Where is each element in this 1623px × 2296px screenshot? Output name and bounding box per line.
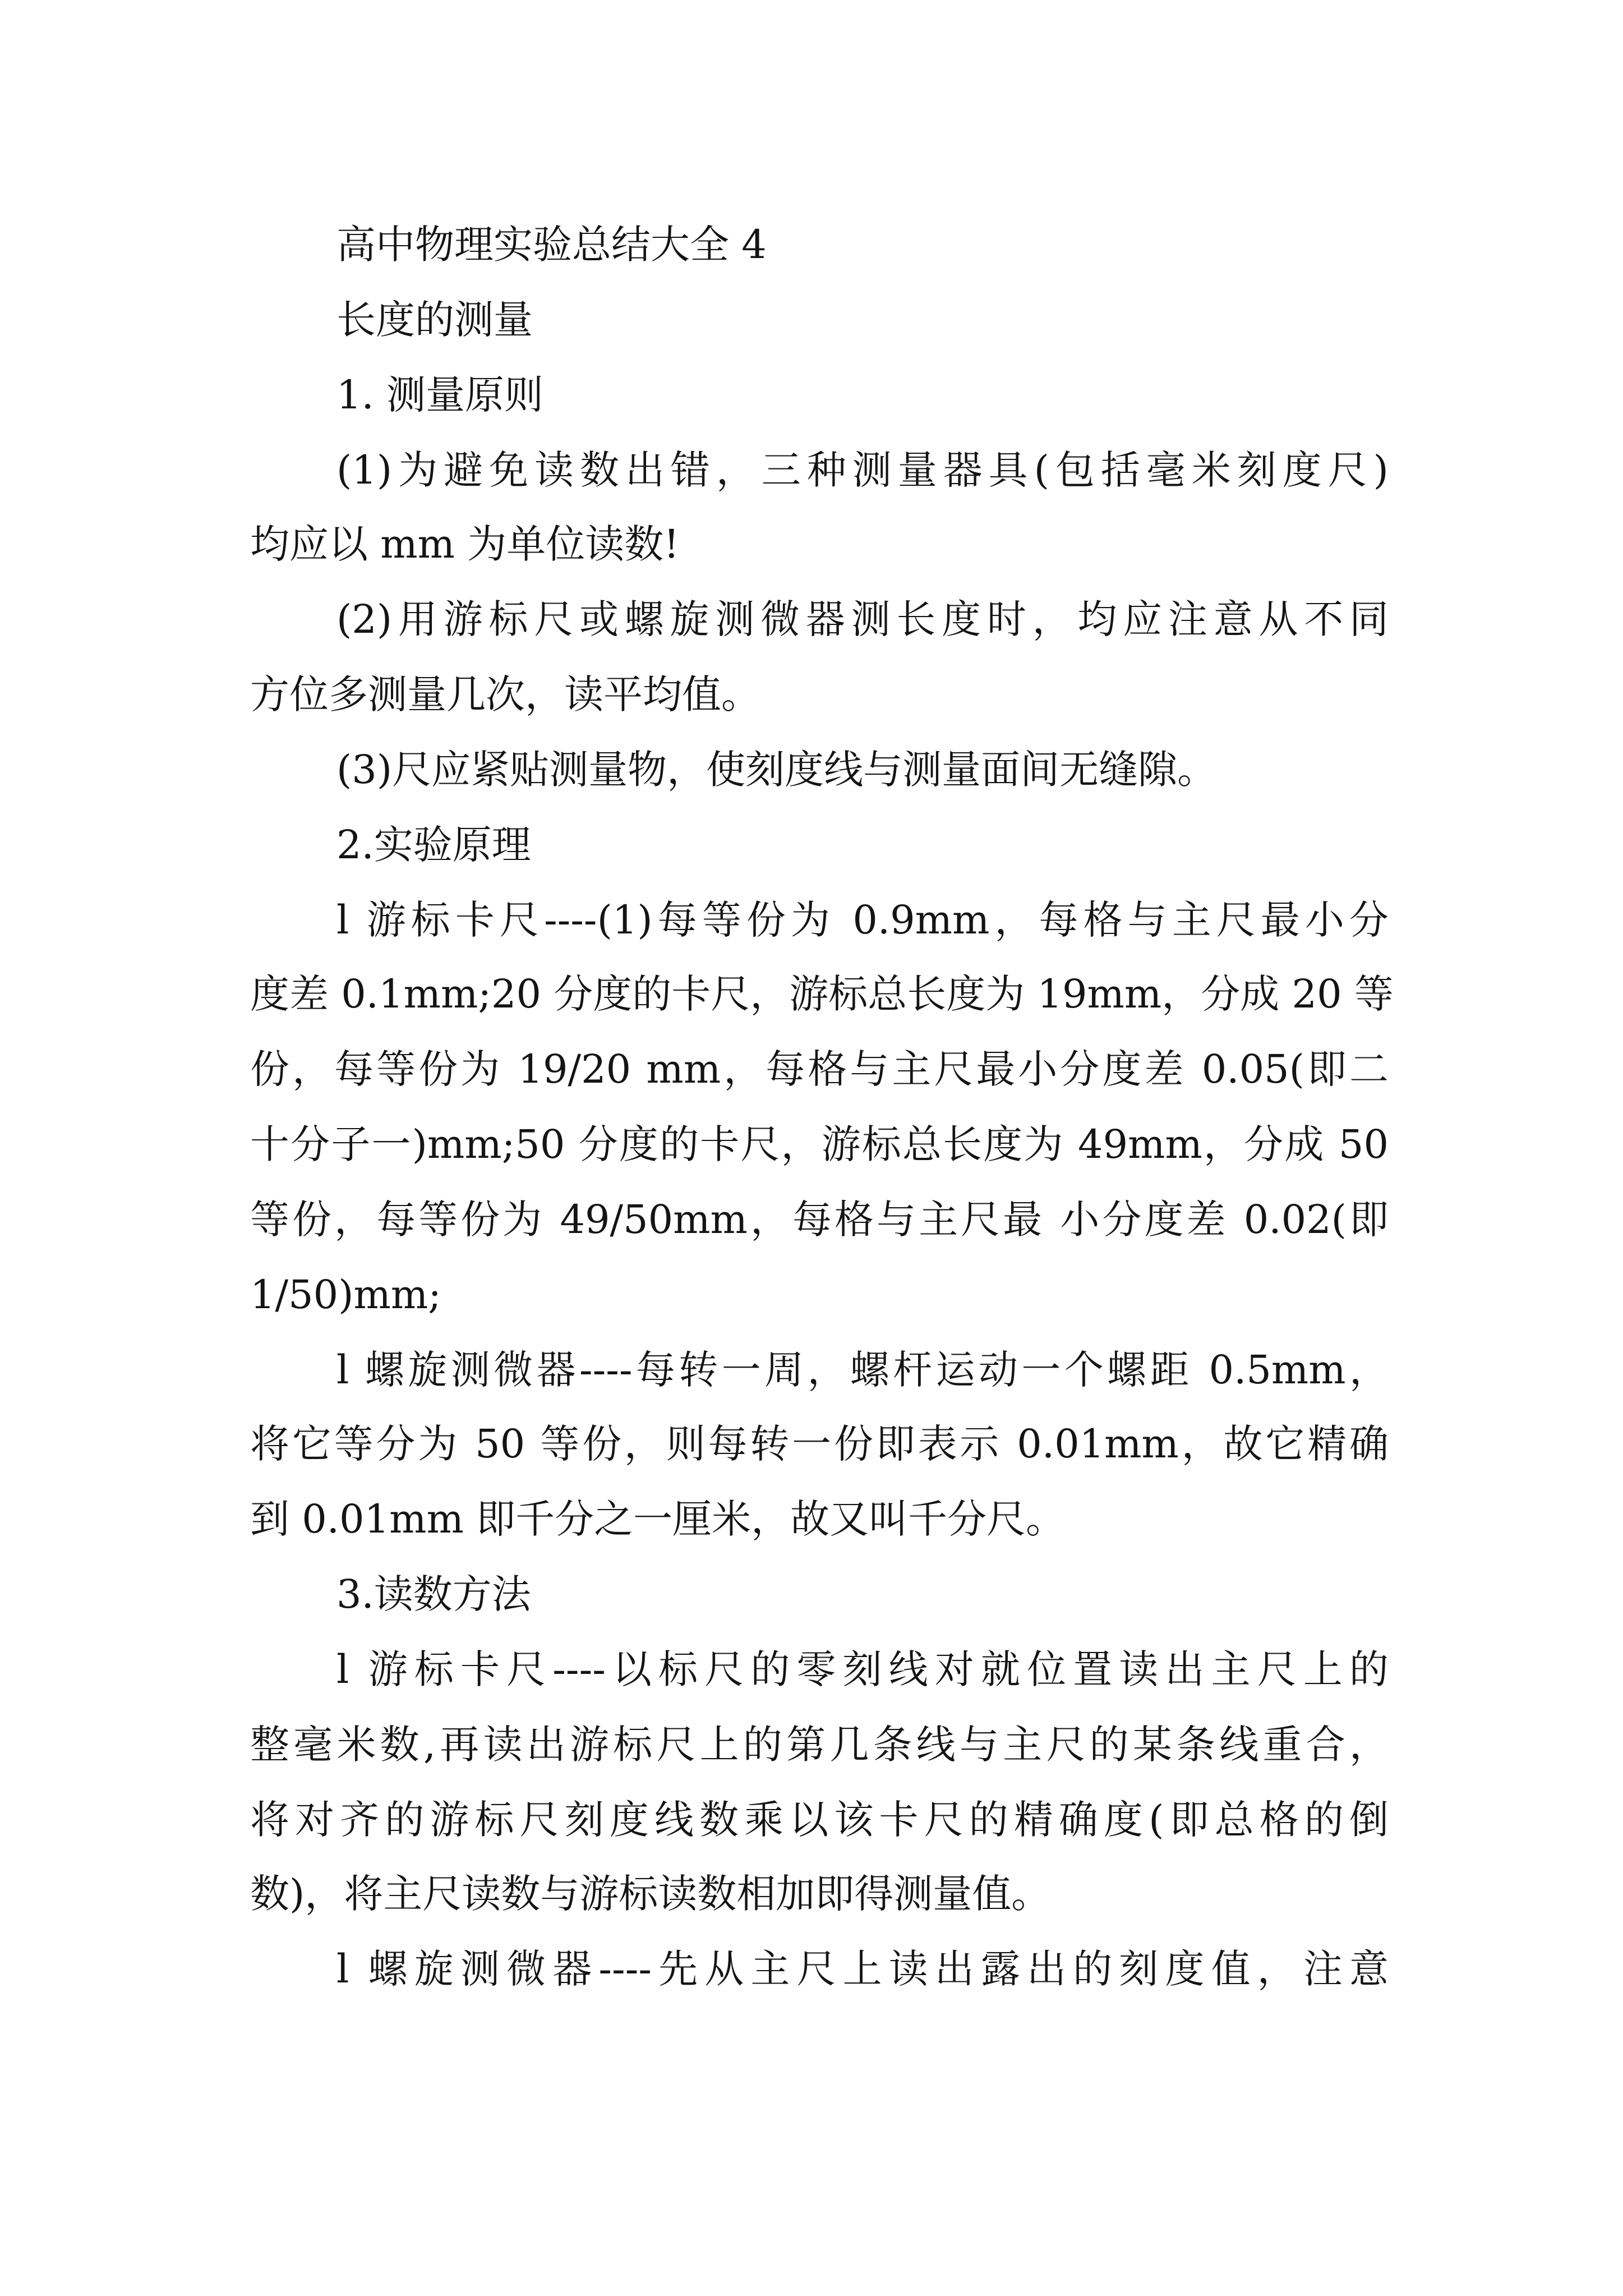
paragraph-line: 等份，每等份为 49/50mm，每格与主尺最 小分度差 0.02(即 <box>250 1197 1389 1243</box>
subsection-heading: 1. 测量原则 <box>336 372 544 418</box>
paragraph-line: l 游标卡尺----(1)每等份为 0.9mm，每格与主尺最小分 <box>336 897 1389 943</box>
paragraph-line: l 螺旋测微器----每转一周，螺杆运动一个螺距 0.5mm， <box>336 1347 1389 1393</box>
paragraph-line: l 游标卡尺----以标尺的零刻线对就位置读出主尺上的 <box>336 1646 1389 1692</box>
paragraph-line: 十分子一)mm;50 分度的卡尺，游标总长度为 49mm，分成 50 <box>250 1121 1389 1167</box>
paragraph-line: 均应以 mm 为单位读数! <box>250 521 680 567</box>
paragraph-line: 将对齐的游标尺刻度线数乘以该卡尺的精确度(即总格的倒 <box>250 1797 1389 1843</box>
paragraph-line: l 螺旋测微器----先从主尺上读出露出的刻度值，注意 <box>336 1946 1389 1992</box>
paragraph-line: 度差 0.1mm;20 分度的卡尺，游标总长度为 19mm，分成 20 等 <box>250 971 1394 1017</box>
paragraph-line: 份，每等份为 19/20 mm，每格与主尺最小分度差 0.05(即二 <box>250 1046 1389 1092</box>
paragraph-line: (2)用游标尺或螺旋测微器测长度时，均应注意从不同 <box>336 596 1389 642</box>
section-heading: 长度的测量 <box>336 297 533 343</box>
paragraph-line: 到 0.01mm 即千分之一厘米，故又叫千分尺。 <box>250 1496 1066 1542</box>
paragraph-line: 1/50)mm; <box>250 1272 441 1318</box>
paragraph-line: 方位多测量几次，读平均值。 <box>250 671 760 717</box>
paragraph-line: (1)为避免读数出错，三种测量器具(包括毫米刻度尺) <box>336 447 1389 493</box>
subsection-heading: 2.实验原理 <box>336 822 531 868</box>
paragraph-line: 将它等分为 50 等份，则每转一份即表示 0.01mm，故它精确 <box>250 1421 1389 1467</box>
subsection-heading: 3.读数方法 <box>336 1571 531 1617</box>
paragraph-line: (3)尺应紧贴测量物，使刻度线与测量面间无缝隙。 <box>336 747 1217 793</box>
paragraph-line: 数)，将主尺读数与游标读数相加即得测量值。 <box>250 1871 1051 1917</box>
paragraph-line: 整毫米数,再读出游标尺上的第几条线与主尺的某条线重合， <box>250 1722 1389 1768</box>
document-title: 高中物理实验总结大全 4 <box>336 222 767 268</box>
